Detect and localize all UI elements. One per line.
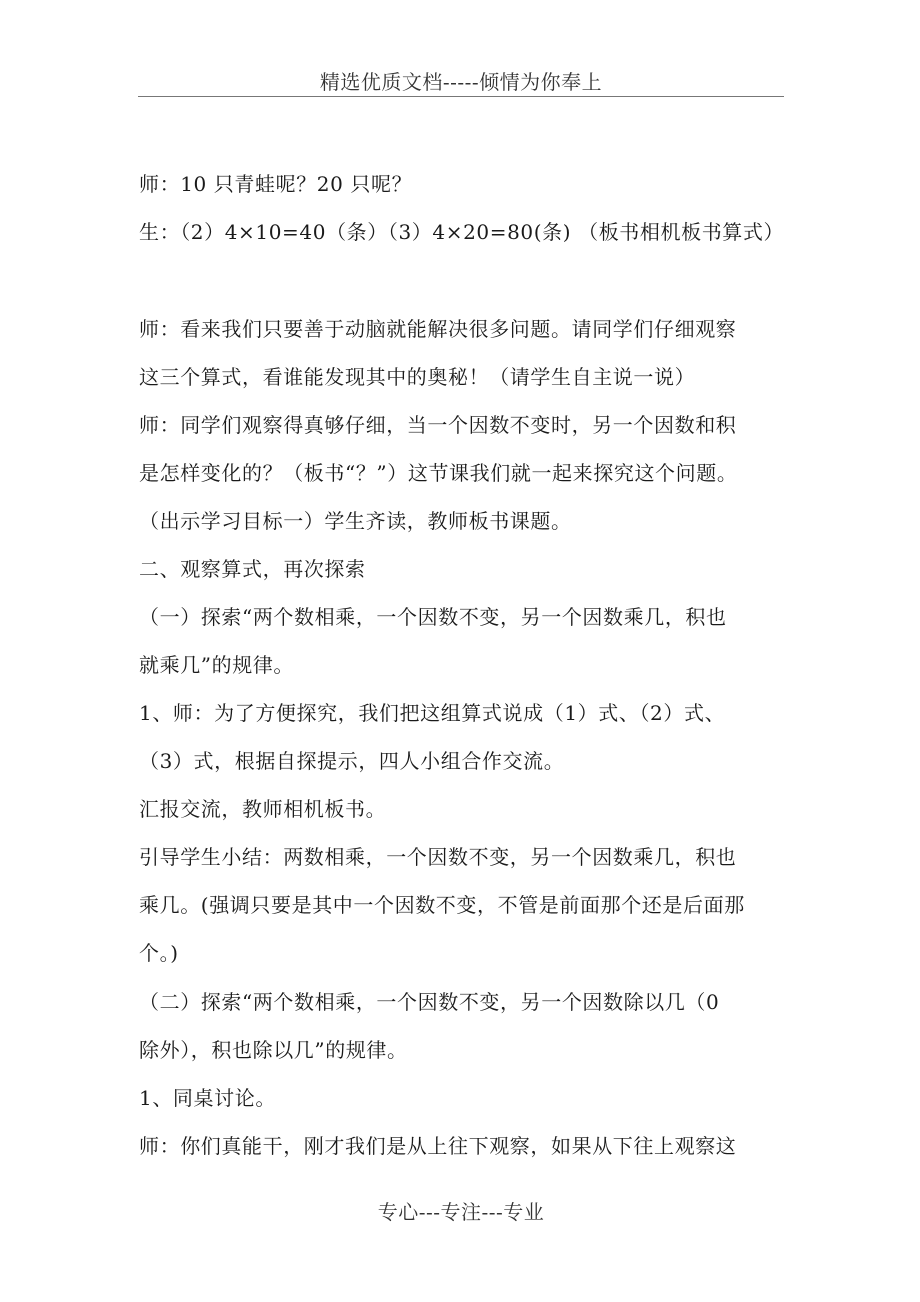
body-line: 师：同学们观察得真够仔细，当一个因数不变时，另一个因数和积 xyxy=(139,413,737,437)
body-line: 汇报交流，教师相机板书。 xyxy=(139,797,387,821)
body-line: 乘几。(强调只要是其中一个因数不变，不管是前面那个还是后面那 xyxy=(139,893,745,917)
body-line: （3）式，根据自探提示，四人小组合作交流。 xyxy=(139,749,565,773)
body-line: （二）探索“两个数相乘，一个因数不变，另一个因数除以几（0 xyxy=(139,990,720,1014)
body-line: 1、师：为了方便探究，我们把这组算式说成（1）式、（2）式、 xyxy=(139,701,726,725)
body-line: 除外），积也除以几”的规律。 xyxy=(139,1038,408,1062)
body-line: 师：看来我们只要善于动脑就能解决很多问题。请同学们仔细观察 xyxy=(139,317,737,341)
body-line: 师：你们真能干，刚才我们是从上往下观察，如果从下往上观察这 xyxy=(139,1134,737,1158)
body-line: 这三个算式，看谁能发现其中的奥秘！（请学生自主说一说） xyxy=(139,365,696,389)
page-footer: 专心---专注---专业 xyxy=(377,1200,545,1224)
body-line: 是怎样变化的？（板书“？”）这节课我们就一起来探究这个问题。 xyxy=(139,461,738,485)
body-line: 个。) xyxy=(139,941,179,965)
header-divider xyxy=(138,96,784,97)
body-line: （出示学习目标一）学生齐读，教师板书课题。 xyxy=(139,509,572,533)
body-line: 引导学生小结：两数相乘，一个因数不变，另一个因数乘几，积也 xyxy=(139,845,737,869)
page-header-title: 精选优质文档-----倾情为你奉上 xyxy=(319,70,603,94)
body-line: 师：10 只青蛙呢？20 只呢？ xyxy=(139,172,413,196)
section-heading: 二、观察算式，再次探索 xyxy=(139,557,366,581)
body-line: 生：（2）4×10=40（条）（3）4×20=80(条) （板书相机板书算式） xyxy=(139,220,785,244)
body-line: 1、同桌讨论。 xyxy=(139,1086,276,1110)
body-line: 就乘几”的规律。 xyxy=(139,653,295,677)
body-line: （一）探索“两个数相乘，一个因数不变，另一个因数乘几，积也 xyxy=(139,605,727,629)
